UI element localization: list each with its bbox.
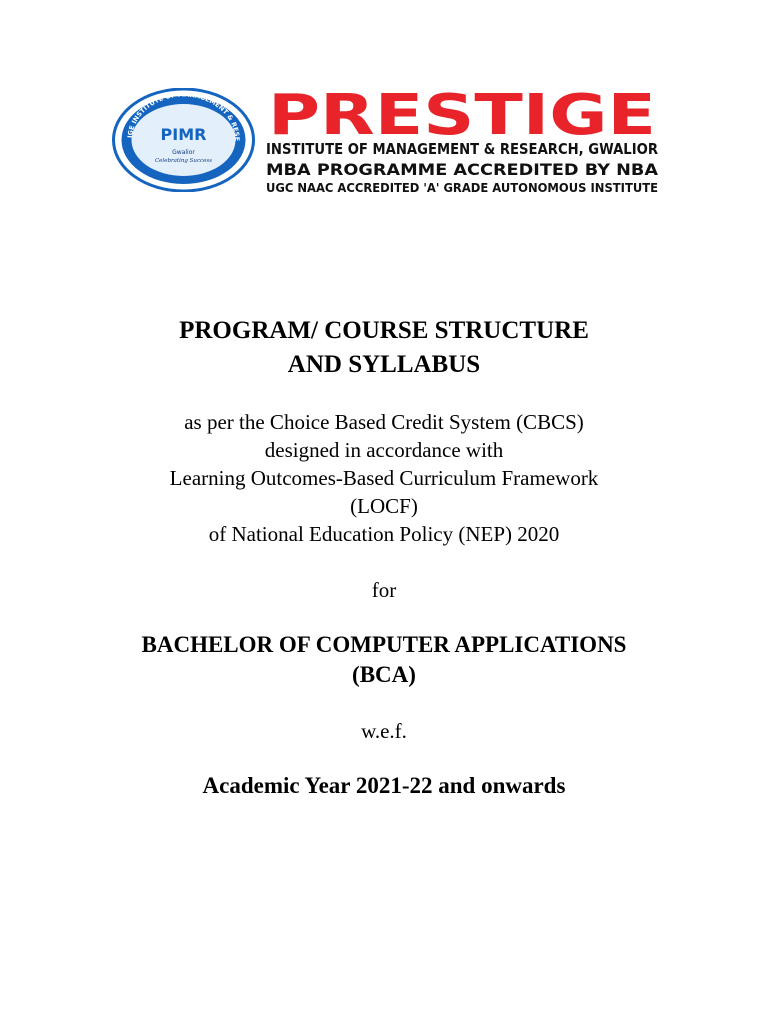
brand-line-2: MBA PROGRAMME ACCREDITED BY NBA (266, 160, 659, 179)
description-line: Learning Outcomes-Based Curriculum Framework (169, 466, 599, 490)
seal-sub-text-2: Celebrating Success (154, 158, 213, 164)
title-line-2: AND SYLLABUS (287, 351, 481, 378)
description-line: of National Education Policy (NEP) 2020 (208, 522, 560, 546)
degree-title (0, 630, 768, 690)
seal-logo-text: PIMR (160, 125, 207, 144)
document-description (0, 408, 768, 548)
degree-line-2: (BCA) (352, 662, 416, 687)
degree-line-1: BACHELOR OF COMPUTER APPLICATIONS (141, 632, 627, 657)
title-line-1: PROGRAM/ COURSE STRUCTURE (179, 317, 589, 344)
brand-line-3: UGC NAAC ACCREDITED 'A' GRADE AUTONOMOUS INSTITUTE (266, 181, 658, 195)
brand-line-1: INSTITUTE OF MANAGEMENT & RESEARCH, GWALIOR (266, 140, 659, 158)
description-line: as per the Choice Based Credit System (CBCS) (184, 410, 584, 434)
for-text: for (371, 578, 397, 602)
academic-year: Academic Year 2021-22 and onwards (202, 773, 566, 798)
brand-name: PRESTIGE (268, 83, 656, 148)
header-logo-area (112, 82, 660, 200)
seal-sub-text-1: Gwalior (172, 149, 195, 156)
document-title (0, 314, 768, 382)
institute-seal-logo (112, 88, 255, 192)
seal-ring-text: IGE INSTITUTE OF MANAGEMENT & RESE (126, 90, 242, 142)
description-line: (LOCF) (350, 494, 418, 518)
wef-text: w.e.f. (361, 719, 407, 743)
institute-brand-logo (264, 82, 660, 200)
description-line: designed in accordance with (264, 438, 504, 462)
